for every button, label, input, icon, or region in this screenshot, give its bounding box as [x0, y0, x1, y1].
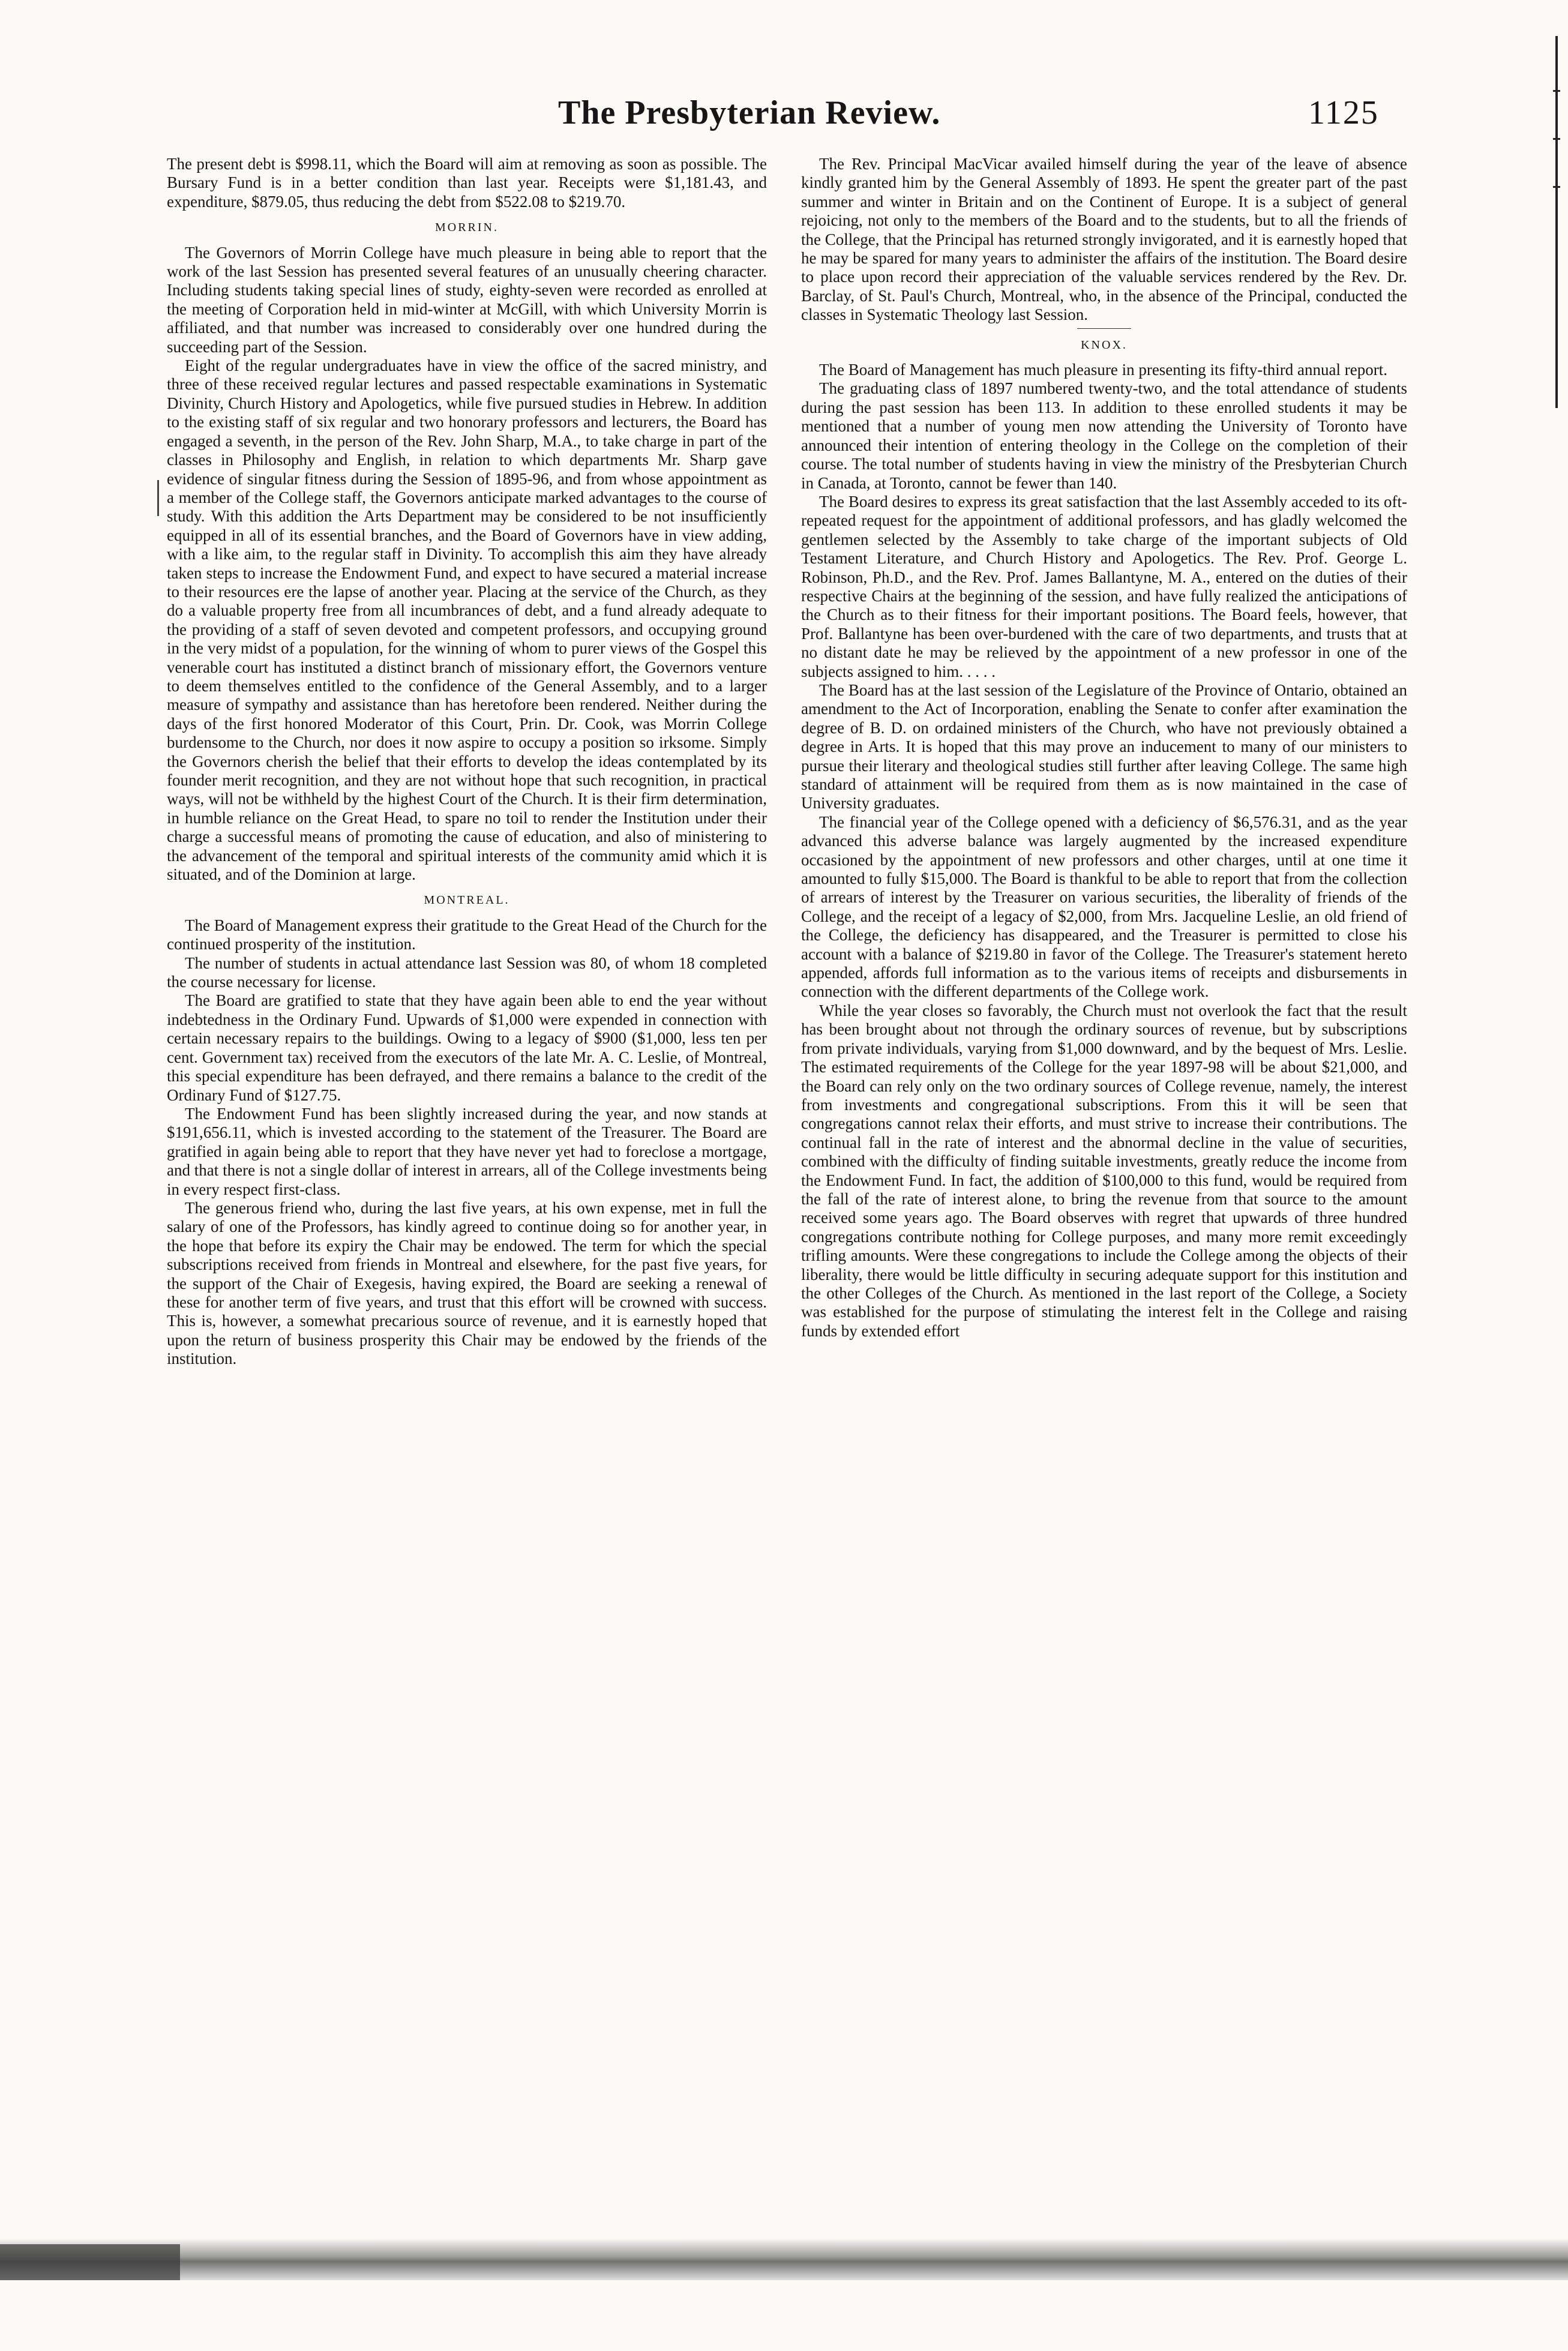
montreal-paragraph-5: The generous friend who, during the last five years, at his own expense, met in full the salary of one of the Professors, has kindly agreed to continue doing so for another year, in the hope that before its expiry the Chair may be endowed. The term for which the special subscriptions received from friends in Montreal and elsewhere, for the past five years, for the support of the Chair of Exegesis, having expired, the Board are seeking a renewal of these for another term of five years, and trust that this effort will be crowned with success. This is, however, a somewhat precarious source of revenue, and it is earnestly hoped that upon the return of business prosperity this Chair may be endowed by the friends of the institution.: [167, 1198, 767, 1368]
scan-artifact-dark: [0, 2244, 180, 2280]
knox-paragraph-3: The Board desires to express its great satisfaction that the last Assembly acceded to its oft-repeated request for the appointment of additional professors, and has gladly welcomed the gentlemen selected by the Assembly to take charge of the important subjects of Old Testament Literature, and Church History and Apologetics. The Rev. Prof. George L. Robinson, Ph.D., and the Rev. Prof. James Ballantyne, M. A., entered on the duties of their respective Chairs at the beginning of the session, and have fully realized the anticipations of the Church as to their fitness for their important positions. The Board feels, however, that Prof. Ballantyne has been over-burdened with the care of two departments, and trusts that at no distant date he may be relieved by the appointment of a new professor in one of the subjects assigned to him. . . . .: [801, 492, 1407, 680]
knox-paragraph-6: While the year closes so favorably, the Church must not overlook the fact that the result has been brought about not through the ordinary sources of revenue, but by subscriptions from private individuals, varying from $1,000 downward, and by the bequest of Mrs. Leslie. The estimated requirements of the College for the year 1897-98 will be about $21,000, and the Board can rely only on the two ordinary sources of College revenue, namely, the interest from investments and congregational subscriptions. From this it will be seen that congregations cannot relax their efforts, and must strive to increase their contributions. The continual fall in the rate of interest and the abnormal decline in the value of securities, combined with the difficulty of finding suitable investments, greatly reduce the income from the Endowment Fund. In fact, the addition of $100,000 to this fund, would be required from the fall of the rate of interest alone, to bring the revenue from that source to the amount received some years ago. The Board observes with regret that upwards of three hundred congregations contribute nothing for College purposes, and many more remit exceedingly trifling amounts. Were these congregations to include the College among the objects of their liberality, there would be little difficulty in securing adequate support for this institution and the other Colleges of the Church. As mentioned in the last report of the College, a Society was established for the purpose of stimulating the interest felt in the College and raising funds by extended effort: [801, 1001, 1407, 1340]
running-head: [0, 90, 1568, 144]
section-heading-morrin: MORRIN.: [434, 221, 499, 235]
scan-edge-tick: [1553, 138, 1560, 140]
montreal-paragraph-1: The Board of Management express their gratitude to the Great Head of the Church for the continued prosperity of the institution.: [167, 916, 767, 953]
montreal-paragraph-2: The number of students in actual attendance last Session was 80, of whom 18 completed the course necessary for license.: [167, 953, 767, 991]
morrin-paragraph-1: The Governors of Morrin College have much pleasure in being able to report that the work of the last Session has presented several features of an unusually cheering character. Including students taking special lines of study, eighty-seven were recorded as enrolled at the meeting of Corporation held in mid-winter at McGill, with which University Morrin is affiliated, and that number was increased to considerably over one hundred during the succeeding part of the Session.: [167, 243, 767, 356]
right-column: [801, 155, 1407, 1341]
margin-mark: [157, 480, 159, 516]
scan-edge-tick: [1553, 90, 1560, 92]
knox-paragraph-1: The Board of Management has much pleasure in presenting its fifty-third annual report.: [819, 361, 1387, 379]
left-column: [167, 155, 767, 1369]
montreal-paragraph-3: The Board are gratified to state that they have again been able to end the year without indebtedness in the Ordinary Fund. Upwards of $1,000 were expended in connection with certain necessary repairs to the buildings. Owing to a legacy of $900 ($1,000, less ten per cent. Government tax) received from the executors of the late Mr. A. C. Leslie, of Montreal, this special expenditure has been defrayed, and there remains a balance to the credit of the Ordinary Fund of $127.75.: [167, 991, 767, 1104]
knox-paragraph-4: The Board has at the last session of the Legislature of the Province of Ontario, obtained an amendment to the Act of Incorporation, enabling the Senate to confer after examination the degree of B. D. on ordained ministers of the Church, who have not previously obtained a degree in Arts. It is hoped that this may prove an inducement to many of our ministers to pursue their literary and theological studies still further after leaving College. The same high standard of attainment will be required from them as is now maintained in the case of University graduates.: [801, 680, 1407, 812]
section-heading-knox: KNOX.: [1081, 338, 1128, 352]
montreal-paragraph-4: The Endowment Fund has been slightly increased during the year, and now stands at $191,656.11, which is invested according to the statement of the Treasurer. The Board are gratified in again being able to report that they have never yet had to foreclose a mortgage, and that there is not a single dollar of interest in arrears, all of the College investments being in every respect first-class.: [167, 1104, 767, 1198]
section-heading-montreal: MONTREAL.: [424, 893, 510, 907]
scan-artifact-band: [0, 2238, 1568, 2280]
montreal-continuation: The Rev. Principal MacVicar availed himself during the year of the leave of absence kindly granted him by the General Assembly of 1893. He spent the greater part of the past summer and winter in Britain and on the Continent of Europe. It is a subject of general rejoicing, not only to the members of the Board and to the students, but to all the friends of the College, that the Principal has returned strongly invigorated, and it is earnestly hoped that he may be spared for many years to administer the affairs of the institution. The Board desire to place upon record their appreciation of the valuable services rendered by the Rev. Dr. Barclay, of St. Paul's Church, Montreal, who, in the absence of the Principal, conducted the classes in Systematic Theology last Session.: [801, 155, 1407, 324]
scan-edge-rule: [1555, 36, 1558, 408]
scan-edge-tick: [1553, 186, 1560, 188]
section-rule: [1077, 328, 1131, 329]
intro-paragraph: The present debt is $998.11, which the Board will aim at removing as soon as possible. The Bursary Fund is in a better condition than last year. Receipts were $1,181.43, and expenditure, $879.05, thus reducing the debt from $522.08 to $219.70.: [167, 155, 767, 211]
journal-title: The Presbyterian Review.: [558, 94, 941, 131]
morrin-paragraph-2: Eight of the regular undergraduates have in view the office of the sacred ministry, and three of these received regular lectures and passed respectable examinations in Systematic Divinity, Church History and Apologetics, while five pursued studies in Hebrew. In addition to the existing staff of six regular and two honorary professors and lecturers, the Board has engaged a seventh, in the person of the Rev. John Sharp, M.A., to take charge in part of the classes in Philosophy and English, in relation to which departments Mr. Sharp gave evidence of singular fitness during the Session of 1895-96, and from whose appointment as a member of the College staff, the Governors anticipate marked advantages to the course of study. With this addition the Arts Department may be considered to be not insufficiently equipped in all of its essential branches, and the Board of Governors have in view adding, with a like aim, to the regular staff in Divinity. To accomplish this aim they have already taken steps to increase the Endowment Fund, and expect to have secured a material increase to their resources ere the lapse of another year. Placing at the service of the Church, as they do a valuable property free from all incumbrances of debt, and a fund already adequate to the providing of a staff of seven devoted and competent professors, and occupying ground in the very midst of a population, for the winning of whom to purer views of the Gospel this venerable court has instituted a distinct branch of missionary effort, the Governors venture to deem themselves entitled to the confidence of the General Assembly, and to a larger measure of sympathy and assistance than has heretofore been rendered. Neither during the days of the first honored Moderator of this Court, Prin. Dr. Cook, was Morrin College burdensome to the Church, nor does it now aspire to occupy a position so irksome. Simply the Governors cherish the belief that their efforts to develop the ideas contemplated by its founder merit recognition, and they are not without hope that such recognition, in practical ways, will not be withheld by the highest Court of the Church. It is their firm determination, in humble reliance on the Great Head, to spare no toil to render the Institution under their charge a successful means of promoting the cause of education, and also of ministering to the advancement of the temporal and spiritual interests of the community amid which it is situated, and of the Dominion at large.: [167, 356, 767, 884]
knox-paragraph-5: The financial year of the College opened with a deficiency of $6,576.31, and as the year advanced this adverse balance was largely augmented by the increased expenditure occasioned by the appointment of new professors and other charges, until at one time it amounted to fully $15,000. The Board is thankful to be able to report that from the collection of arrears of interest by the Treasurer on various securities, the liberality of friends of the College, and the receipt of a legacy of $2,000, from Mrs. Jacqueline Leslie, an old friend of the College, the deficiency has disappeared, and the Treasurer is permitted to close his account with a balance of $219.80 in favor of the College. The Treasurer's statement hereto appended, affords full information as to the various items of receipts and disbursements in connection with the different departments of the College work.: [801, 812, 1407, 1001]
page-number: 1125: [1308, 94, 1379, 131]
knox-paragraph-2: The graduating class of 1897 numbered twenty-two, and the total attendance of students during the past session has been 113. In addition to these enrolled students it may be mentioned that a number of young men now attending the University of Toronto have announced their intention of entering theology in the College on the completion of their course. The total number of students having in view the ministry of the Presbyterian Church in Canada, at Toronto, cannot be fewer than 140.: [801, 379, 1407, 492]
